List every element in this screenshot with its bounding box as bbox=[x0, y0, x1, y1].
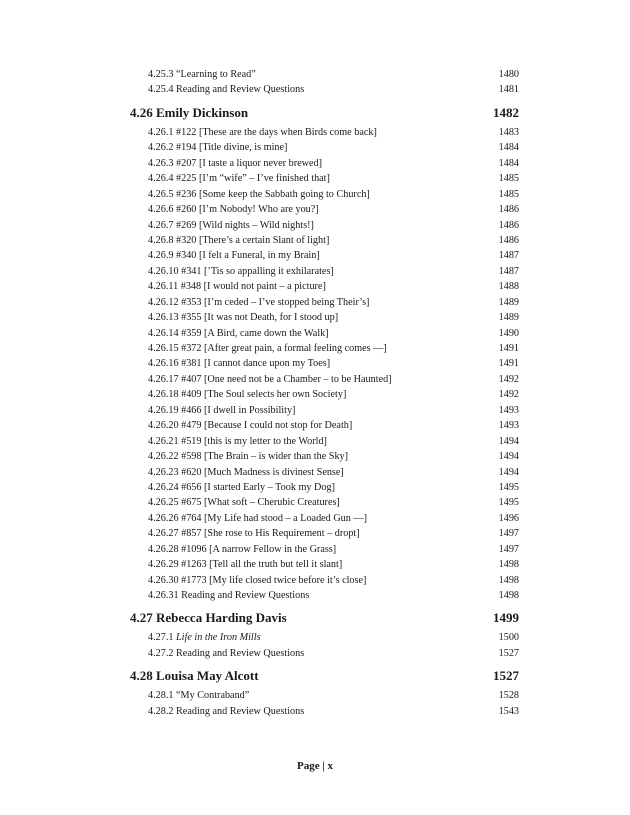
toc-entry-page-number: 1495 bbox=[498, 481, 519, 493]
toc-entry[interactable] bbox=[130, 310, 519, 325]
toc-entry[interactable] bbox=[130, 140, 519, 155]
toc-entry-page-number: 1486 bbox=[498, 219, 519, 231]
toc-entry[interactable] bbox=[130, 573, 519, 588]
toc-entry-page-number: 1485 bbox=[498, 188, 519, 200]
toc-entry-page-number: 1481 bbox=[498, 84, 519, 96]
toc-entry-page-number: 1484 bbox=[498, 142, 519, 154]
toc-entry-title: 4.27.1 Life in the Iron Mills bbox=[148, 632, 261, 644]
toc-entry[interactable] bbox=[130, 434, 519, 449]
toc-entry-page-number: 1543 bbox=[498, 705, 519, 717]
toc-entry-title: 4.25.4 Reading and Review Questions bbox=[148, 84, 305, 96]
toc-entry[interactable] bbox=[130, 125, 519, 140]
toc-entry[interactable] bbox=[130, 403, 519, 418]
toc-entry-page-number: 1493 bbox=[498, 404, 519, 416]
toc-entry-title: 4.26.1 #122 [These are the days when Birds come back] bbox=[148, 126, 377, 138]
table-of-contents bbox=[130, 67, 519, 719]
toc-entry-page-number: 1485 bbox=[498, 173, 519, 185]
toc-entry[interactable] bbox=[130, 341, 519, 356]
toc-entry-title: 4.26.2 #194 [Title divine, is mine] bbox=[148, 142, 288, 154]
toc-entry-title: 4.28.2 Reading and Review Questions bbox=[148, 705, 305, 717]
toc-entry[interactable] bbox=[130, 480, 519, 495]
toc-entry-page-number: 1500 bbox=[498, 632, 519, 644]
toc-entry[interactable] bbox=[130, 356, 519, 371]
page-footer: Page | x bbox=[296, 760, 334, 772]
toc-entry-title: 4.26.22 #598 [The Brain – is wider than the Sky] bbox=[148, 451, 349, 463]
toc-entry[interactable] bbox=[130, 264, 519, 279]
toc-entry[interactable] bbox=[130, 526, 519, 541]
toc-entry-page-number: 1491 bbox=[498, 358, 519, 370]
toc-entry-title: 4.26.20 #479 [Because I could not stop for Death] bbox=[148, 420, 353, 432]
toc-entry-page-number: 1487 bbox=[498, 250, 519, 262]
toc-entry-page-number: 1499 bbox=[493, 610, 519, 626]
toc-entry-page-number: 1497 bbox=[498, 528, 519, 540]
toc-entry-title: 4.26.31 Reading and Review Questions bbox=[148, 590, 310, 601]
toc-entry-title: 4.26 Emily Dickinson bbox=[130, 104, 249, 120]
toc-entry-page-number: 1490 bbox=[498, 327, 519, 339]
toc-entry[interactable] bbox=[130, 542, 519, 557]
toc-entry-page-number: 1487 bbox=[498, 265, 519, 277]
toc-entry[interactable] bbox=[130, 511, 519, 526]
toc-entry-title: 4.26.4 #225 [I’m “wife” – I’ve finished that] bbox=[148, 173, 330, 185]
toc-entry-title: 4.26.25 #675 [What soft – Cherubic Creatures] bbox=[148, 497, 340, 509]
toc-entry-title: 4.26.7 #269 [Wild nights – Wild nights!] bbox=[148, 219, 314, 231]
toc-entry[interactable] bbox=[130, 465, 519, 480]
toc-entry-title: 4.26.24 #656 [I started Early – Took my Dog] bbox=[148, 481, 335, 493]
toc-entry-page-number: 1527 bbox=[498, 647, 519, 659]
toc-entry[interactable] bbox=[130, 387, 519, 402]
toc-entry-page-number: 1492 bbox=[498, 373, 519, 385]
toc-entry-page-number: 1483 bbox=[498, 126, 519, 138]
toc-entry-page-number: 1489 bbox=[498, 296, 519, 308]
toc-entry-title: 4.26.26 #764 [My Life had stood – a Loaded Gun —] bbox=[148, 512, 367, 524]
toc-entry[interactable] bbox=[130, 218, 519, 233]
toc-entry-title: 4.26.18 #409 [The Soul selects her own Society] bbox=[148, 389, 347, 401]
toc-entry-page-number: 1486 bbox=[498, 204, 519, 216]
toc-entry-title: 4.26.14 #359 [A Bird, came down the Walk] bbox=[148, 327, 329, 339]
toc-section-heading[interactable] bbox=[130, 606, 519, 629]
toc-entry-title: 4.26.16 #381 [I cannot dance upon my Toes] bbox=[148, 358, 331, 370]
toc-entry[interactable] bbox=[130, 372, 519, 387]
toc-entry-title: 4.26.21 #519 [this is my letter to the World] bbox=[148, 435, 327, 447]
toc-entry-page-number: 1484 bbox=[498, 157, 519, 169]
toc-entry[interactable] bbox=[130, 704, 519, 719]
toc-entry-title: 4.26.15 #372 [After great pain, a formal feeling comes —] bbox=[148, 343, 387, 354]
toc-entry-title: 4.26.13 #355 [It was not Death, for I stood up] bbox=[148, 312, 339, 324]
toc-entry[interactable] bbox=[130, 326, 519, 341]
toc-entry-title: 4.26.6 #260 [I’m Nobody! Who are you?] bbox=[148, 204, 319, 216]
toc-entry-page-number: 1497 bbox=[498, 543, 519, 555]
toc-entry-title: 4.26.3 #207 [I taste a liquor never brewed] bbox=[148, 157, 322, 169]
toc-entry-page-number: 1494 bbox=[498, 466, 519, 478]
toc-entry-page-number: 1498 bbox=[498, 574, 519, 586]
toc-entry-page-number: 1495 bbox=[498, 497, 519, 509]
toc-entry-title: 4.26.17 #407 [One need not be a Chamber – to be Haunted] bbox=[148, 373, 392, 385]
toc-entry-page-number: 1494 bbox=[498, 435, 519, 447]
toc-entry[interactable] bbox=[130, 646, 519, 661]
toc-entry-page-number: 1493 bbox=[498, 420, 519, 432]
toc-entry-title: 4.26.8 #320 [There’s a certain Slant of light] bbox=[148, 234, 330, 246]
toc-entry[interactable] bbox=[130, 588, 519, 603]
toc-entry[interactable] bbox=[130, 295, 519, 310]
toc-entry[interactable] bbox=[130, 248, 519, 263]
toc-entry-title: 4.26.29 #1263 [Tell all the truth but tell it slant] bbox=[148, 559, 343, 571]
toc-entry-page-number: 1528 bbox=[498, 690, 519, 702]
toc-entry-title: 4.26.27 #857 [She rose to His Requirement – dropt] bbox=[148, 528, 360, 540]
toc-entry-page-number: 1491 bbox=[498, 343, 519, 354]
toc-entry[interactable] bbox=[130, 171, 519, 186]
toc-entry-page-number: 1496 bbox=[498, 512, 519, 524]
toc-entry[interactable] bbox=[130, 187, 519, 202]
toc-entry-page-number: 1498 bbox=[498, 559, 519, 571]
toc-entry-page-number: 1527 bbox=[493, 668, 519, 684]
toc-entry-title: 4.28.1 “My Contraband” bbox=[148, 690, 250, 702]
toc-entry[interactable] bbox=[130, 82, 519, 97]
toc-entry-title: 4.26.30 #1773 [My life closed twice before it’s close] bbox=[148, 574, 367, 586]
toc-entry[interactable] bbox=[130, 279, 519, 294]
toc-section-heading[interactable] bbox=[130, 664, 519, 687]
toc-entry[interactable] bbox=[130, 688, 519, 703]
toc-entry[interactable] bbox=[130, 449, 519, 464]
toc-entry[interactable] bbox=[130, 202, 519, 217]
toc-entry-title: 4.26.12 #353 [I’m ceded – I’ve stopped being Their’s] bbox=[148, 296, 370, 308]
toc-entry-title: 4.26.5 #236 [Some keep the Sabbath going to Church] bbox=[148, 188, 370, 200]
toc-entry-page-number: 1488 bbox=[498, 281, 519, 293]
toc-entry-page-number: 1498 bbox=[498, 590, 519, 601]
toc-entry-title: 4.26.28 #1096 [A narrow Fellow in the Grass] bbox=[148, 543, 337, 555]
toc-entry[interactable] bbox=[130, 557, 519, 572]
toc-entry-title: 4.27 Rebecca Harding Davis bbox=[130, 610, 287, 626]
toc-entry-page-number: 1486 bbox=[498, 234, 519, 246]
toc-entry[interactable] bbox=[130, 630, 519, 645]
toc-entry[interactable] bbox=[130, 418, 519, 433]
toc-entry[interactable] bbox=[130, 233, 519, 248]
toc-entry-title: 4.26.23 #620 [Much Madness is divinest Sense] bbox=[148, 466, 344, 478]
toc-entry-page-number: 1480 bbox=[498, 69, 519, 80]
toc-entry-title: 4.26.11 #348 [I would not paint – a picture] bbox=[148, 281, 326, 293]
toc-entry[interactable] bbox=[130, 156, 519, 171]
toc-entry-title: 4.27.2 Reading and Review Questions bbox=[148, 647, 305, 659]
toc-entry-title: 4.26.19 #466 [I dwell in Possibility] bbox=[148, 404, 296, 416]
toc-entry-page-number: 1492 bbox=[498, 389, 519, 401]
toc-entry-title: 4.25.3 “Learning to Read” bbox=[148, 69, 256, 80]
toc-entry-page-number: 1489 bbox=[498, 312, 519, 324]
toc-entry-page-number: 1494 bbox=[498, 451, 519, 463]
toc-entry-page-number: 1482 bbox=[493, 104, 519, 120]
toc-section-heading[interactable] bbox=[130, 101, 519, 124]
toc-entry-title: 4.26.9 #340 [I felt a Funeral, in my Brain] bbox=[148, 250, 320, 262]
toc-entry-title: 4.26.10 #341 [’Tis so appalling it exhilarates] bbox=[148, 265, 334, 277]
toc-entry-title: 4.28 Louisa May Alcott bbox=[130, 668, 259, 684]
toc-entry[interactable] bbox=[130, 495, 519, 510]
toc-entry[interactable] bbox=[130, 67, 519, 82]
